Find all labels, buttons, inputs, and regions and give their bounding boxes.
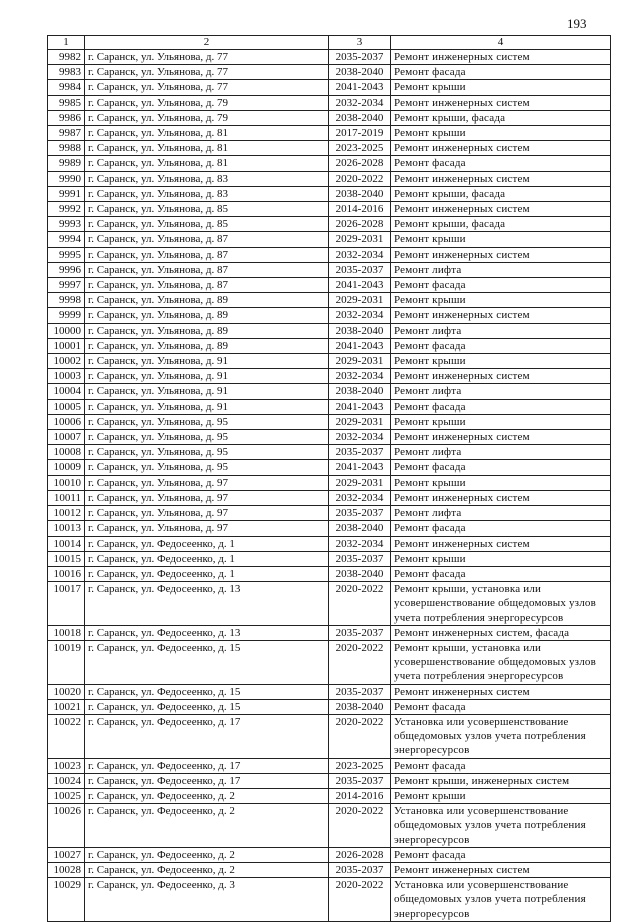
row-number: 10027 xyxy=(48,847,85,862)
address: г. Саранск, ул. Ульянова, д. 89 xyxy=(85,308,329,323)
row-number: 10017 xyxy=(48,582,85,626)
row-number: 9988 xyxy=(48,141,85,156)
period: 2014-2016 xyxy=(329,788,391,803)
repair-schedule-table xyxy=(47,35,611,922)
period: 2038-2040 xyxy=(329,521,391,536)
period: 2032-2034 xyxy=(329,536,391,551)
work-type: Ремонт крыши xyxy=(391,788,611,803)
table-row xyxy=(48,551,611,566)
work-type: Ремонт фасада xyxy=(391,156,611,171)
work-type: Ремонт крыши, установка или усовершенствование общедомовых узлов учета потребления энергоресурсов xyxy=(391,582,611,626)
work-type: Установка или усовершенствование общедомовых узлов учета потребления энергоресурсов xyxy=(391,714,611,758)
work-type: Ремонт фасада xyxy=(391,566,611,581)
address: г. Саранск, ул. Федосеенко, д. 15 xyxy=(85,684,329,699)
address: г. Саранск, ул. Ульянова, д. 79 xyxy=(85,95,329,110)
work-type: Ремонт инженерных систем xyxy=(391,862,611,877)
period: 2032-2034 xyxy=(329,490,391,505)
row-number: 10019 xyxy=(48,640,85,684)
work-type: Ремонт крыши xyxy=(391,232,611,247)
period: 2038-2040 xyxy=(329,186,391,201)
row-number: 10024 xyxy=(48,773,85,788)
work-type: Установка или усовершенствование общедомовых узлов учета потребления энергоресурсов xyxy=(391,878,611,922)
table-row xyxy=(48,278,611,293)
table-row xyxy=(48,445,611,460)
period: 2032-2034 xyxy=(329,95,391,110)
page-number: 193 xyxy=(567,16,587,31)
table-row xyxy=(48,293,611,308)
address: г. Саранск, ул. Ульянова, д. 85 xyxy=(85,217,329,232)
table-row xyxy=(48,714,611,758)
work-type: Ремонт лифта xyxy=(391,262,611,277)
address: г. Саранск, ул. Ульянова, д. 85 xyxy=(85,202,329,217)
row-number: 10006 xyxy=(48,414,85,429)
table-row xyxy=(48,804,611,848)
table-row xyxy=(48,110,611,125)
address: г. Саранск, ул. Федосеенко, д. 2 xyxy=(85,847,329,862)
table-row xyxy=(48,247,611,262)
address: г. Саранск, ул. Ульянова, д. 97 xyxy=(85,490,329,505)
address: г. Саранск, ул. Федосеенко, д. 2 xyxy=(85,862,329,877)
header-cell: 4 xyxy=(391,36,611,50)
table-row xyxy=(48,171,611,186)
work-type: Ремонт фасада xyxy=(391,338,611,353)
row-number: 9998 xyxy=(48,293,85,308)
period: 2035-2037 xyxy=(329,506,391,521)
row-number: 10020 xyxy=(48,684,85,699)
row-number: 10026 xyxy=(48,804,85,848)
address: г. Саранск, ул. Ульянова, д. 87 xyxy=(85,278,329,293)
work-type: Ремонт инженерных систем, фасада xyxy=(391,625,611,640)
address: г. Саранск, ул. Федосеенко, д. 1 xyxy=(85,551,329,566)
row-number: 10008 xyxy=(48,445,85,460)
work-type: Ремонт лифта xyxy=(391,323,611,338)
address: г. Саранск, ул. Ульянова, д. 87 xyxy=(85,247,329,262)
table-row xyxy=(48,384,611,399)
row-number: 10005 xyxy=(48,399,85,414)
row-number: 9992 xyxy=(48,202,85,217)
address: г. Саранск, ул. Ульянова, д. 97 xyxy=(85,475,329,490)
table-row xyxy=(48,186,611,201)
work-type: Ремонт лифта xyxy=(391,506,611,521)
row-number: 10015 xyxy=(48,551,85,566)
table-row xyxy=(48,217,611,232)
address: г. Саранск, ул. Ульянова, д. 97 xyxy=(85,506,329,521)
address: г. Саранск, ул. Федосеенко, д. 3 xyxy=(85,878,329,922)
work-type: Ремонт фасада xyxy=(391,699,611,714)
row-number: 9990 xyxy=(48,171,85,186)
row-number: 9987 xyxy=(48,126,85,141)
period: 2032-2034 xyxy=(329,308,391,323)
table-row xyxy=(48,699,611,714)
work-type: Ремонт фасада xyxy=(391,758,611,773)
address: г. Саранск, ул. Ульянова, д. 77 xyxy=(85,65,329,80)
work-type: Ремонт инженерных систем xyxy=(391,95,611,110)
period: 2032-2034 xyxy=(329,369,391,384)
period: 2038-2040 xyxy=(329,323,391,338)
address: г. Саранск, ул. Ульянова, д. 87 xyxy=(85,262,329,277)
row-number: 10001 xyxy=(48,338,85,353)
row-number: 9984 xyxy=(48,80,85,95)
period: 2020-2022 xyxy=(329,582,391,626)
period: 2017-2019 xyxy=(329,126,391,141)
work-type: Ремонт крыши xyxy=(391,551,611,566)
work-type: Ремонт фасада xyxy=(391,521,611,536)
address: г. Саранск, ул. Ульянова, д. 81 xyxy=(85,126,329,141)
address: г. Саранск, ул. Федосеенко, д. 2 xyxy=(85,804,329,848)
period: 2020-2022 xyxy=(329,878,391,922)
work-type: Ремонт крыши, фасада xyxy=(391,217,611,232)
table-row xyxy=(48,640,611,684)
row-number: 9995 xyxy=(48,247,85,262)
work-type: Ремонт инженерных систем xyxy=(391,536,611,551)
period: 2041-2043 xyxy=(329,278,391,293)
work-type: Ремонт лифта xyxy=(391,384,611,399)
table-row xyxy=(48,308,611,323)
period: 2035-2037 xyxy=(329,862,391,877)
row-number: 10004 xyxy=(48,384,85,399)
period: 2020-2022 xyxy=(329,804,391,848)
work-type: Ремонт инженерных систем xyxy=(391,369,611,384)
row-number: 9997 xyxy=(48,278,85,293)
address: г. Саранск, ул. Ульянова, д. 89 xyxy=(85,338,329,353)
row-number: 10028 xyxy=(48,862,85,877)
address: г. Саранск, ул. Ульянова, д. 89 xyxy=(85,293,329,308)
row-number: 10007 xyxy=(48,430,85,445)
row-number: 9991 xyxy=(48,186,85,201)
table-row xyxy=(48,430,611,445)
period: 2035-2037 xyxy=(329,445,391,460)
work-type: Ремонт крыши xyxy=(391,80,611,95)
table-row xyxy=(48,625,611,640)
table-row xyxy=(48,338,611,353)
address: г. Саранск, ул. Федосеенко, д. 13 xyxy=(85,625,329,640)
address: г. Саранск, ул. Ульянова, д. 77 xyxy=(85,50,329,65)
address: г. Саранск, ул. Ульянова, д. 95 xyxy=(85,430,329,445)
header-cell: 1 xyxy=(48,36,85,50)
address: г. Саранск, ул. Ульянова, д. 87 xyxy=(85,232,329,247)
row-number: 9996 xyxy=(48,262,85,277)
row-number: 9999 xyxy=(48,308,85,323)
work-type: Ремонт фасада xyxy=(391,460,611,475)
row-number: 9986 xyxy=(48,110,85,125)
address: г. Саранск, ул. Ульянова, д. 91 xyxy=(85,399,329,414)
period: 2020-2022 xyxy=(329,640,391,684)
row-number: 9983 xyxy=(48,65,85,80)
period: 2029-2031 xyxy=(329,293,391,308)
work-type: Ремонт крыши, фасада xyxy=(391,110,611,125)
address: г. Саранск, ул. Ульянова, д. 83 xyxy=(85,171,329,186)
work-type: Ремонт инженерных систем xyxy=(391,202,611,217)
table-row xyxy=(48,582,611,626)
period: 2035-2037 xyxy=(329,50,391,65)
period: 2038-2040 xyxy=(329,566,391,581)
period: 2035-2037 xyxy=(329,684,391,699)
table-row xyxy=(48,232,611,247)
period: 2020-2022 xyxy=(329,714,391,758)
period: 2038-2040 xyxy=(329,65,391,80)
table-row xyxy=(48,65,611,80)
period: 2038-2040 xyxy=(329,384,391,399)
table-row xyxy=(48,369,611,384)
row-number: 10009 xyxy=(48,460,85,475)
row-number: 10029 xyxy=(48,878,85,922)
row-number: 9994 xyxy=(48,232,85,247)
period: 2032-2034 xyxy=(329,430,391,445)
period: 2014-2016 xyxy=(329,202,391,217)
table-row xyxy=(48,521,611,536)
table-row xyxy=(48,50,611,65)
period: 2023-2025 xyxy=(329,758,391,773)
address: г. Саранск, ул. Ульянова, д. 95 xyxy=(85,445,329,460)
row-number: 9993 xyxy=(48,217,85,232)
address: г. Саранск, ул. Ульянова, д. 95 xyxy=(85,414,329,429)
row-number: 10000 xyxy=(48,323,85,338)
address: г. Саранск, ул. Ульянова, д. 81 xyxy=(85,141,329,156)
work-type: Ремонт крыши, установка или усовершенствование общедомовых узлов учета потребления энергоресурсов xyxy=(391,640,611,684)
period: 2035-2037 xyxy=(329,551,391,566)
header-cell: 3 xyxy=(329,36,391,50)
work-type: Ремонт крыши xyxy=(391,126,611,141)
work-type: Ремонт фасада xyxy=(391,847,611,862)
address: г. Саранск, ул. Ульянова, д. 91 xyxy=(85,369,329,384)
address: г. Саранск, ул. Федосеенко, д. 17 xyxy=(85,758,329,773)
address: г. Саранск, ул. Ульянова, д. 83 xyxy=(85,186,329,201)
row-number: 10016 xyxy=(48,566,85,581)
work-type: Ремонт инженерных систем xyxy=(391,171,611,186)
period: 2029-2031 xyxy=(329,414,391,429)
table-row xyxy=(48,773,611,788)
table-row xyxy=(48,536,611,551)
table-row xyxy=(48,506,611,521)
period: 2035-2037 xyxy=(329,262,391,277)
row-number: 9982 xyxy=(48,50,85,65)
work-type: Ремонт инженерных систем xyxy=(391,430,611,445)
work-type: Ремонт фасада xyxy=(391,65,611,80)
work-type: Ремонт инженерных систем xyxy=(391,247,611,262)
period: 2038-2040 xyxy=(329,110,391,125)
period: 2026-2028 xyxy=(329,156,391,171)
period: 2026-2028 xyxy=(329,217,391,232)
address: г. Саранск, ул. Ульянова, д. 81 xyxy=(85,156,329,171)
row-number: 10012 xyxy=(48,506,85,521)
work-type: Ремонт крыши, инженерных систем xyxy=(391,773,611,788)
work-type: Ремонт крыши xyxy=(391,414,611,429)
period: 2029-2031 xyxy=(329,475,391,490)
address: г. Саранск, ул. Ульянова, д. 95 xyxy=(85,460,329,475)
period: 2041-2043 xyxy=(329,338,391,353)
table-row xyxy=(48,460,611,475)
work-type: Ремонт крыши xyxy=(391,293,611,308)
row-number: 9985 xyxy=(48,95,85,110)
period: 2041-2043 xyxy=(329,80,391,95)
work-type: Ремонт инженерных систем xyxy=(391,684,611,699)
address: г. Саранск, ул. Федосеенко, д. 15 xyxy=(85,699,329,714)
row-number: 10010 xyxy=(48,475,85,490)
table-row xyxy=(48,475,611,490)
table-row xyxy=(48,399,611,414)
period: 2041-2043 xyxy=(329,399,391,414)
header-row xyxy=(48,36,611,50)
row-number: 10022 xyxy=(48,714,85,758)
period: 2035-2037 xyxy=(329,625,391,640)
table-row xyxy=(48,414,611,429)
work-type: Ремонт крыши xyxy=(391,354,611,369)
address: г. Саранск, ул. Ульянова, д. 79 xyxy=(85,110,329,125)
address: г. Саранск, ул. Федосеенко, д. 17 xyxy=(85,714,329,758)
work-type: Ремонт фасада xyxy=(391,278,611,293)
address: г. Саранск, ул. Ульянова, д. 91 xyxy=(85,354,329,369)
table-row xyxy=(48,262,611,277)
table-row xyxy=(48,847,611,862)
row-number: 9989 xyxy=(48,156,85,171)
row-number: 10003 xyxy=(48,369,85,384)
period: 2035-2037 xyxy=(329,773,391,788)
table-row xyxy=(48,202,611,217)
period: 2020-2022 xyxy=(329,171,391,186)
address: г. Саранск, ул. Федосеенко, д. 15 xyxy=(85,640,329,684)
period: 2029-2031 xyxy=(329,232,391,247)
row-number: 10011 xyxy=(48,490,85,505)
work-type: Ремонт крыши xyxy=(391,475,611,490)
address: г. Саранск, ул. Ульянова, д. 91 xyxy=(85,384,329,399)
period: 2038-2040 xyxy=(329,699,391,714)
address: г. Саранск, ул. Федосеенко, д. 1 xyxy=(85,566,329,581)
row-number: 10021 xyxy=(48,699,85,714)
period: 2023-2025 xyxy=(329,141,391,156)
work-type: Ремонт фасада xyxy=(391,399,611,414)
row-number: 10018 xyxy=(48,625,85,640)
work-type: Ремонт лифта xyxy=(391,445,611,460)
address: г. Саранск, ул. Федосеенко, д. 13 xyxy=(85,582,329,626)
table-row xyxy=(48,80,611,95)
table-row xyxy=(48,141,611,156)
work-type: Установка или усовершенствование общедомовых узлов учета потребления энергоресурсов xyxy=(391,804,611,848)
address: г. Саранск, ул. Федосеенко, д. 2 xyxy=(85,788,329,803)
work-type: Ремонт инженерных систем xyxy=(391,50,611,65)
table-row xyxy=(48,323,611,338)
work-type: Ремонт инженерных систем xyxy=(391,308,611,323)
header-cell: 2 xyxy=(85,36,329,50)
period: 2026-2028 xyxy=(329,847,391,862)
address: г. Саранск, ул. Федосеенко, д. 1 xyxy=(85,536,329,551)
table-row xyxy=(48,788,611,803)
address: г. Саранск, ул. Ульянова, д. 97 xyxy=(85,521,329,536)
work-type: Ремонт крыши, фасада xyxy=(391,186,611,201)
table-row xyxy=(48,758,611,773)
row-number: 10002 xyxy=(48,354,85,369)
address: г. Саранск, ул. Федосеенко, д. 17 xyxy=(85,773,329,788)
row-number: 10014 xyxy=(48,536,85,551)
table-row xyxy=(48,156,611,171)
table-row xyxy=(48,95,611,110)
table-row xyxy=(48,354,611,369)
row-number: 10025 xyxy=(48,788,85,803)
table-row xyxy=(48,878,611,922)
address: г. Саранск, ул. Ульянова, д. 89 xyxy=(85,323,329,338)
row-number: 10023 xyxy=(48,758,85,773)
address: г. Саранск, ул. Ульянова, д. 77 xyxy=(85,80,329,95)
table-row xyxy=(48,126,611,141)
work-type: Ремонт инженерных систем xyxy=(391,141,611,156)
period: 2029-2031 xyxy=(329,354,391,369)
table-row xyxy=(48,490,611,505)
period: 2041-2043 xyxy=(329,460,391,475)
period: 2032-2034 xyxy=(329,247,391,262)
row-number: 10013 xyxy=(48,521,85,536)
table-row xyxy=(48,862,611,877)
table-row xyxy=(48,684,611,699)
work-type: Ремонт инженерных систем xyxy=(391,490,611,505)
table-row xyxy=(48,566,611,581)
